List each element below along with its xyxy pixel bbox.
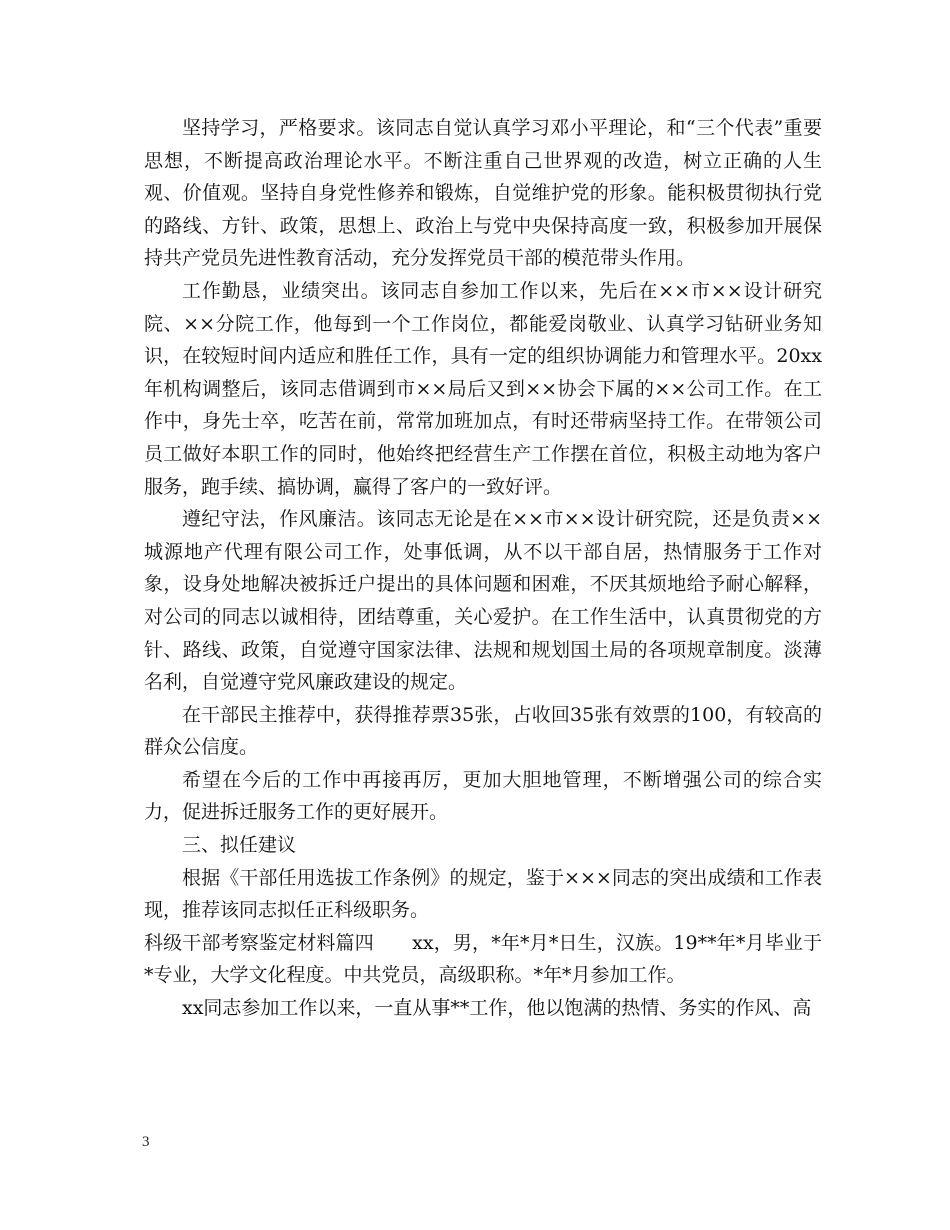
paragraph-study: 坚持学习，严格要求。该同志自觉认真学习邓小平理论，和“三个代表”重要思想，不断提高政治理论水平。不断注重自己世界观的改造，树立正确的人生观、价值观。坚持自身党性修养和锻炼，自觉维护党的形象。能积极贯彻执行党的路线、方针、政策，思想上、政治上与党中央保持高度一致，积极参加开展保持共产党员先进性教育活动，充分发挥党员干部的模范带头作用。 (144, 117, 822, 270)
section-heading-proposal: 三、拟任建议 (182, 834, 297, 857)
paragraph-integrity: 遵纪守法，作风廉洁。该同志无论是在××市××设计研究院，还是负责××城源地产代理有限公司工作，处事低调，从不以干部自居，热情服务于工作对象，设身处地解决被拆迁户提出的具体问题和困难，不厌其烦地给予耐心解释，对公司的同志以诚相待，团结尊重，关心爱护。在工作生活中，认真贯彻党的方针、路线、政策，自觉遵守国家法律、法规和规划国土局的各项规章制度。淡薄名利，自觉遵守党风廉政建设的规定。 (144, 508, 822, 694)
page-number: 3 (142, 1134, 150, 1150)
document-body (144, 112, 822, 1025)
paragraph-recommendation-votes: 在干部民主推荐中，获得推荐票35张，占收回35张有效票的100，有较高的群众公信度。 (144, 703, 822, 759)
paragraph-hope: 希望在今后的工作中再接再厉，更加大胆地管理，不断增强公司的综合实力，促进拆迁服务工作的更好展开。 (144, 768, 822, 824)
paragraph-proposal: 根据《干部任用选拔工作条例》的规定，鉴于×××同志的突出成绩和工作表现，推荐该同志拟任正科级职务。 (144, 866, 822, 922)
paragraph-article-four-intro: 科级干部考察鉴定材料篇四 xx，男，*年*月*日生，汉族。19**年*月毕业于*专业，大学文化程度。中共党员，高级职称。*年*月参加工作。 (144, 931, 822, 987)
paragraph-work-performance: 工作勤恳，业绩突出。该同志自参加工作以来，先后在××市××设计研究院、××分院工作，他每到一个工作岗位，都能爱岗敬业、认真学习钻研业务知识，在较短时间内适应和胜任工作，具有一定的组织协调能力和管理水平。20xx年机构调整后，该同志借调到市××局后又到××协会下属的××公司工作。在工作中，身先士卒，吃苦在前，常常加班加点，有时还带病坚持工作。在带领公司员工做好本职工作的同时，他始终把经营生产工作摆在首位，积极主动地为客户服务，跑手续、搞协调，赢得了客户的一致好评。 (144, 279, 822, 498)
paragraph-article-four-body: xx同志参加工作以来，一直从事**工作，他以饱满的热情、务实的作风、高 (182, 997, 812, 1020)
